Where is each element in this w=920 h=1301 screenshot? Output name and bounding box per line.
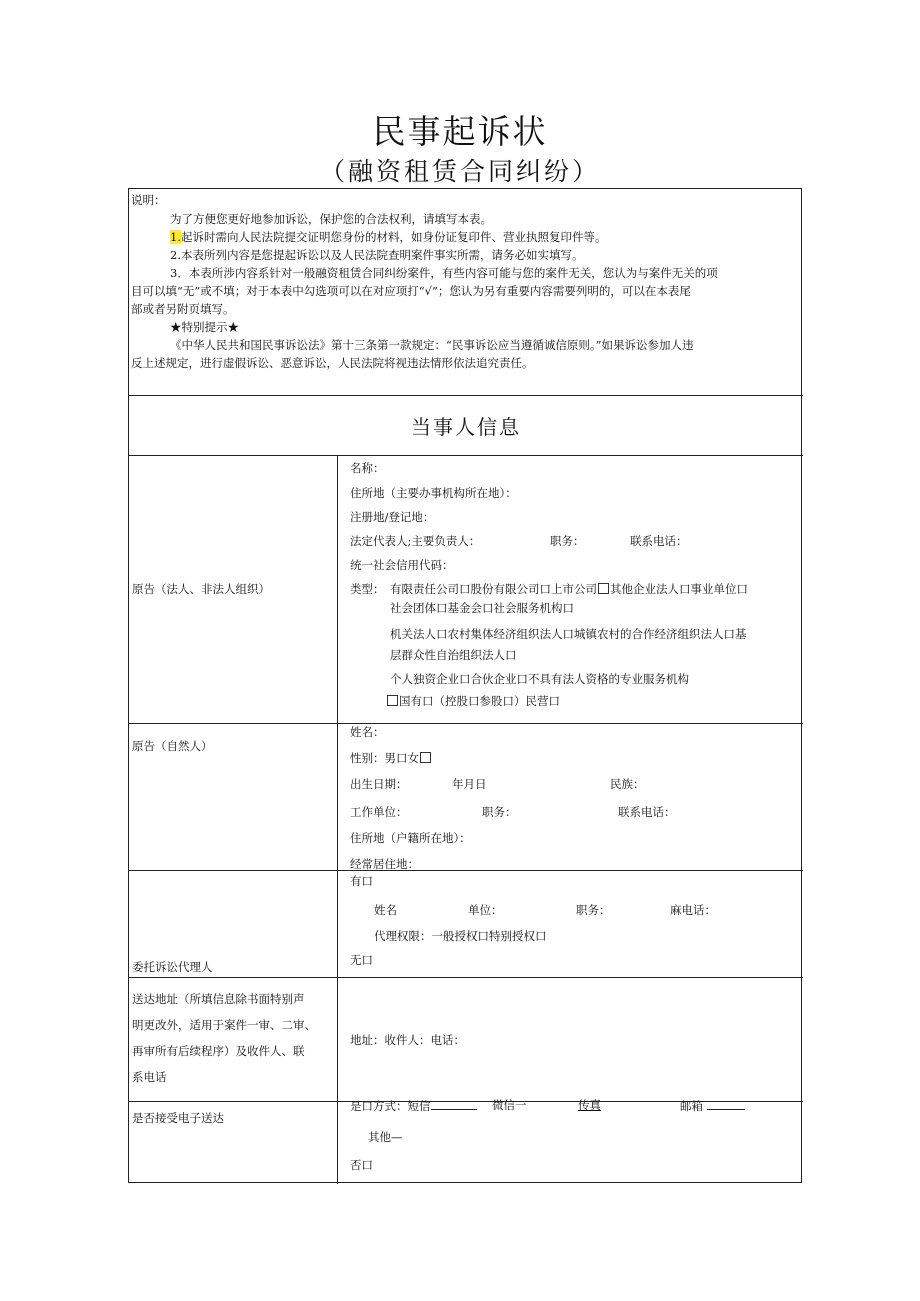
person-birth-ymd: 年月日 [452, 777, 487, 791]
instructions-item-3-line-1: 3．本表所涉内容系针对一般融资租赁合同纠纷案件，有些内容可能与您的案件无关，您认为与案件无关的项 [170, 266, 718, 280]
person-phone-field[interactable]: 联系电话： [618, 805, 676, 819]
person-name-field[interactable]: 姓名： [350, 725, 385, 739]
special-tip-heading: ★特别提示★ [170, 320, 239, 334]
service-label-line-4: 系电话 [132, 1070, 167, 1084]
plaintiff-person-label: 原告（自然人） [132, 739, 213, 753]
service-address-field[interactable]: 地址：收件人：电话： [350, 1033, 465, 1047]
agent-yes-option[interactable]: 有口 [350, 874, 373, 888]
complaint-form [128, 188, 802, 1183]
service-label-line-1: 送达地址（所填信息除书面特别声 [132, 992, 305, 1006]
fax-option[interactable]: 传真 [578, 1098, 601, 1112]
agent-position-field[interactable]: 职务： [576, 903, 611, 917]
agent-name-field[interactable]: 姓名 [374, 903, 397, 917]
sms-blank[interactable] [431, 1098, 477, 1110]
electronic-no-option[interactable]: 否口 [350, 1158, 373, 1172]
other-option[interactable]: 其他— [368, 1130, 403, 1144]
org-type-options-2[interactable]: 社会团体口基金会口社会服务机构口 [390, 601, 574, 615]
org-credit-code-field[interactable]: 统一社会信用代码： [350, 558, 454, 572]
org-name-field[interactable]: 名称： [350, 461, 385, 475]
instructions-item-1 [170, 230, 606, 244]
instructions-intro: 为了方便您更好地参加诉讼，保护您的合法权利，请填写本表。 [170, 212, 492, 226]
email-option[interactable] [680, 1098, 745, 1113]
service-label-line-3: 再审所有后续程序）及收件人、联 [132, 1044, 305, 1058]
document-title: 民事起诉状 [372, 112, 548, 151]
org-type-options-5[interactable]: 个人独资企业口合伙企业口不具有法人资格的专业服务机构 [390, 672, 689, 686]
org-type-text: 其他企业法人口事业单位口 [610, 582, 748, 596]
checkbox[interactable] [420, 752, 431, 763]
divider [129, 870, 803, 871]
instructions-heading: 说明： [131, 193, 166, 207]
special-tip-line-1: 《中华人民共和国民事诉讼法》第十三条第一款规定：“民事诉讼应当遵循诚信原则。”如果诉讼参加人违 [170, 338, 694, 352]
section-title-parties: 当事人信息 [411, 415, 521, 439]
person-gender-field[interactable] [350, 751, 432, 765]
agent-no-option[interactable]: 无口 [350, 953, 373, 967]
person-ethnicity-field[interactable]: 民族： [610, 777, 645, 791]
email-text: 邮箱 [680, 1099, 703, 1113]
org-type-text: 有限责任公司口股份有限公司口上市公司 [390, 582, 597, 596]
divider [129, 977, 803, 978]
person-residence-field[interactable]: 经常居住地： [350, 857, 419, 871]
item-1-text: 起诉时需向人民法院提交证明您身份的材料，如身份证复印件、营业执照复印件等。 [180, 230, 607, 244]
document-subtitle: （融资租赁合同纠纷） [319, 157, 600, 186]
org-rep-field[interactable]: 法定代表人;主要负责人： [350, 534, 481, 548]
org-type-options-3[interactable]: 机关法人口农村集体经济组织法人口城镇农村的合作经济组织法人口基 [390, 627, 747, 641]
org-address-field[interactable]: 住所地（主要办事机构所在地）： [350, 486, 517, 500]
plaintiff-org-label: 原告（法人、非法人组织） [132, 582, 270, 596]
org-registered-field[interactable]: 注册地/登记地： [350, 510, 435, 524]
person-employer-field[interactable]: 工作单位： [350, 805, 408, 819]
divider [129, 455, 803, 456]
electronic-service-label: 是否接受电子送达 [132, 1111, 224, 1125]
person-domicile-field[interactable]: 住所地（户籍所在地）： [350, 831, 471, 845]
gender-text: 性别：男口女 [350, 751, 419, 765]
agent-authority-options[interactable]: 代理权限：一般授权口特别授权口 [374, 929, 547, 943]
email-blank[interactable] [707, 1098, 745, 1110]
instructions-item-2: 2.本表所列内容是您提起诉讼以及人民法院查明案件事实所需，请务必如实填写。 [170, 248, 584, 262]
org-type-label: 类型： [350, 582, 385, 596]
item-1-number: 1. [170, 230, 181, 244]
column-divider [337, 455, 338, 1184]
electronic-yes-option[interactable] [350, 1098, 477, 1113]
checkbox[interactable] [387, 695, 398, 706]
agent-label: 委托诉讼代理人 [132, 960, 213, 974]
ownership-text: 国有口（控股口参股口）民营口 [399, 694, 560, 708]
instructions-item-3-line-3: 部或者另附页填写。 [131, 302, 235, 316]
electronic-yes-text: 是口方式：短信 [350, 1099, 431, 1113]
wechat-option[interactable]: 微信一 [492, 1098, 527, 1112]
checkbox[interactable] [598, 583, 609, 594]
special-tip-line-2: 反上述规定，进行虚假诉讼、恶意诉讼，人民法院将视违法情形依法追究责任。 [131, 356, 534, 370]
org-position-field[interactable]: 职务： [550, 534, 585, 548]
instructions-item-3-line-2: 目可以填“无”或不填；对于本表中勾选项可以在对应项打“√”；您认为另有重要内容需要列明的，可以在本表尾 [131, 284, 691, 298]
agent-unit-field[interactable]: 单位： [468, 903, 503, 917]
agent-phone-field[interactable]: 麻电话： [670, 903, 716, 917]
org-phone-field[interactable]: 联系电话： [630, 534, 688, 548]
person-position-field[interactable]: 职务： [482, 805, 517, 819]
person-birth-field[interactable]: 出生日期： [350, 777, 408, 791]
service-label-line-2: 明更改外，适用于案件一审、二审、 [132, 1018, 316, 1032]
divider [129, 723, 803, 724]
org-type-options-4[interactable]: 层群众性自治组织法人口 [390, 648, 517, 662]
org-ownership-options[interactable] [386, 694, 560, 708]
divider [129, 395, 803, 396]
org-type-options-1[interactable] [390, 582, 748, 596]
